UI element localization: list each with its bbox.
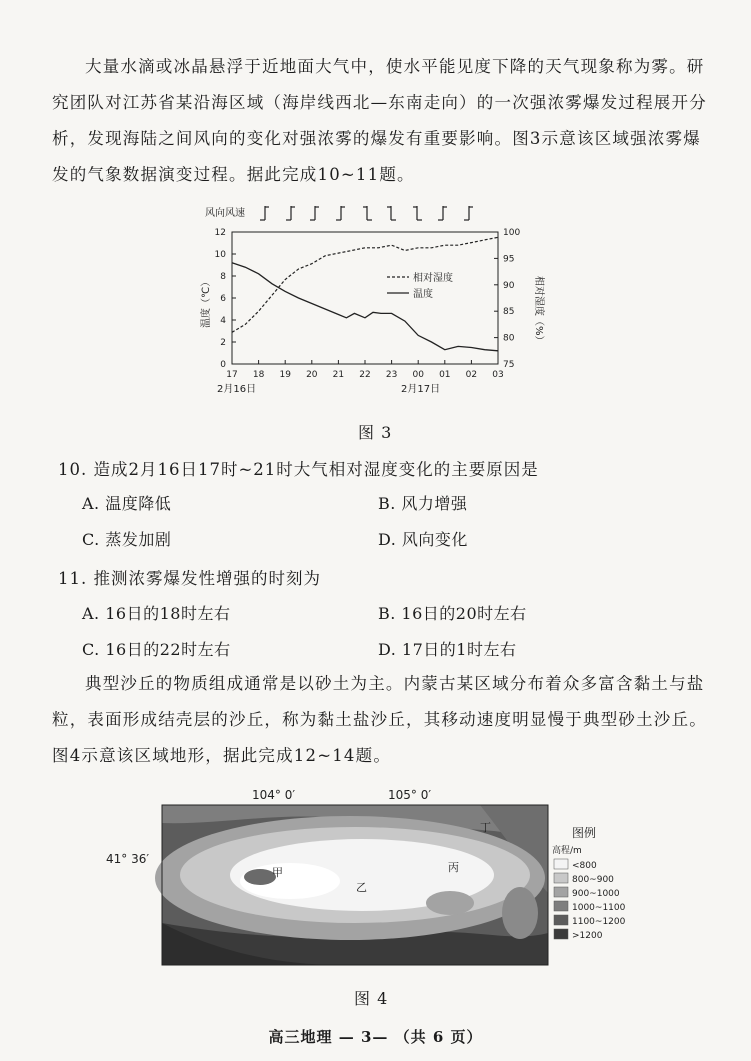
legend-item-label: 1000~1100 — [572, 903, 626, 913]
legend-title: 图例 — [572, 826, 597, 840]
right-tick-label: 80 — [503, 333, 515, 344]
chart-legend — [387, 271, 453, 300]
dune-paragraph: 典型沙丘的物质组成通常是以砂土为主。内蒙古某区域分布着众多富含黏土与盐粒，表面形成结壳层的沙丘，称为黏土盐沙丘，其移动速度明显慢于典型砂土沙丘。图4示意该区域地形，据此完成12~14题。 — [52, 674, 707, 765]
q11-option-a: A. 16日的18时左右 — [82, 604, 231, 623]
q10-option-d: D. 风向变化 — [378, 530, 468, 549]
x-tick-label: 03 — [492, 370, 504, 380]
legend-item-label: >1200 — [572, 931, 603, 941]
legend-item-label: <800 — [572, 861, 597, 871]
intro-paragraph: 大量水滴或冰晶悬浮于近地面大气中，使水平能见度下降的天气现象称为雾。研究团队对江苏省某沿海区域（海岸线西北—东南走向）的一次强浓雾爆发过程展开分析，发现海陆之间风向的变化对强浓雾的爆发有重要影响。图3示意该区域强浓雾爆发的气象数据演变过程。据此完成10~11题。 — [52, 57, 707, 184]
lon-104: 104° 0′ — [252, 788, 296, 802]
date-left: 2月16日 — [217, 384, 257, 395]
legend-humidity: 相对湿度 — [413, 273, 453, 284]
legend-swatch — [554, 915, 568, 925]
left-tick-label: 2 — [220, 338, 226, 348]
wind-barb — [387, 206, 396, 220]
q10-option-b: B. 风力增强 — [378, 494, 468, 513]
x-tick-label: 21 — [332, 370, 345, 380]
q10-option-a: A. 温度降低 — [82, 494, 172, 513]
wind-barb — [310, 206, 319, 220]
wind-barb — [363, 206, 372, 220]
legend-temperature: 温度 — [413, 289, 433, 300]
wind-label: 风向风速 — [205, 208, 245, 219]
temperature-line — [232, 263, 498, 351]
legend-swatch — [554, 929, 568, 939]
label-ding: 丁 — [480, 821, 491, 834]
x-tick-label: 17 — [226, 370, 238, 380]
legend-swatch — [554, 901, 568, 911]
q11-option-b: B. 16日的20时左右 — [378, 604, 527, 623]
x-tick-label: 01 — [439, 370, 451, 380]
x-tick-label: 02 — [465, 370, 478, 380]
legend-swatch — [554, 887, 568, 897]
label-bing: 丙 — [448, 861, 459, 874]
figure4-caption: 图 4 — [354, 989, 389, 1008]
q10-stem: 10. 造成2月16日17时~21时大气相对湿度变化的主要原因是 — [58, 460, 539, 479]
x-tick-label: 23 — [385, 370, 398, 380]
left-tick-label: 12 — [214, 228, 226, 238]
q11-stem: 11. 推测浓雾爆发性增强的时刻为 — [58, 569, 321, 588]
y-right-label: 相对湿度（%） — [533, 276, 544, 346]
left-axis-ticks — [215, 228, 236, 370]
legend-swatch — [554, 859, 568, 869]
legend-item-label: 900~1000 — [572, 889, 620, 899]
right-tick-label: 90 — [503, 280, 515, 291]
wind-barbs — [260, 206, 473, 220]
right-tick-label: 100 — [503, 228, 521, 238]
figure4-map — [100, 783, 640, 973]
left-tick-label: 4 — [220, 316, 226, 326]
right-tick-label: 75 — [503, 360, 515, 370]
x-tick-label: 20 — [306, 370, 318, 380]
figure3-caption: 图 3 — [358, 423, 393, 442]
map-legend — [554, 859, 626, 941]
wind-barb — [413, 206, 422, 220]
figure3-chart — [195, 198, 565, 408]
y-left-label: 温度（℃） — [201, 276, 212, 328]
date-right: 2月17日 — [401, 384, 441, 395]
x-tick-label: 19 — [279, 370, 291, 380]
wind-barb — [464, 206, 473, 220]
legend-swatch — [554, 873, 568, 883]
label-jia: 甲 — [272, 866, 283, 879]
wind-barb — [286, 206, 295, 220]
label-yi: 乙 — [356, 881, 367, 894]
x-tick-label: 18 — [252, 370, 265, 380]
legend-unit: 高程/m — [552, 846, 582, 856]
q11-option-c: C. 16日的22时左右 — [82, 640, 231, 659]
q10-option-c: C. 蒸发加剧 — [82, 530, 172, 549]
left-tick-label: 6 — [220, 294, 226, 304]
q11-option-d: D. 17日的1时左右 — [378, 640, 517, 659]
legend-item-label: 800~900 — [572, 875, 614, 885]
legend-item-label: 1100~1200 — [572, 917, 626, 927]
x-tick-label: 22 — [359, 370, 371, 380]
wind-barb — [438, 206, 447, 220]
x-tick-label: 00 — [412, 370, 424, 380]
right-tick-label: 85 — [503, 307, 515, 318]
page-footer: 高三地理 — 3— （共 6 页） — [268, 1028, 483, 1046]
plot-frame — [232, 232, 498, 364]
wind-barb — [260, 206, 269, 220]
left-tick-label: 10 — [214, 250, 226, 260]
right-tick-label: 95 — [503, 254, 515, 265]
lon-105: 105° 0′ — [388, 788, 432, 802]
left-tick-label: 0 — [220, 360, 226, 370]
lat-label: 41° 36′ — [106, 852, 150, 866]
x-axis-ticks — [226, 360, 503, 380]
left-tick-label: 8 — [220, 272, 226, 282]
wind-barb — [336, 206, 345, 220]
